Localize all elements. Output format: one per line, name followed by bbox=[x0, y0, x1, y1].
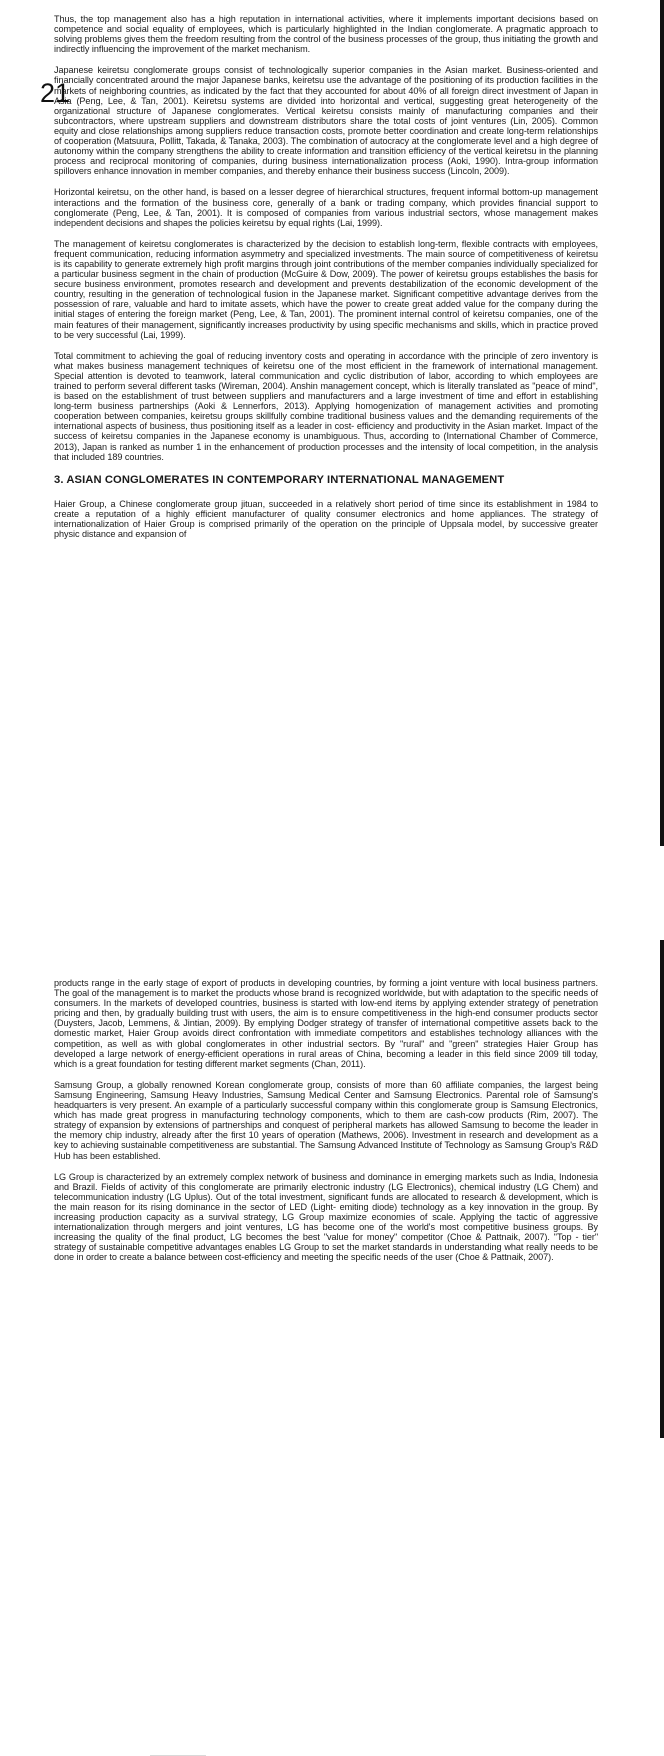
page-gap bbox=[0, 858, 664, 960]
scan-edge-bottom bbox=[660, 940, 664, 1438]
paragraph-keiretsu-management: The management of keiretsu conglomerates is characterized by the decision to establish long-term, flexible contracts with employees, frequent communication, reducing information asymmetry and specialized investments. The main source of competitiveness of keiretsu is its capability to generate extremely high profit margins through joint contributions of the member companies individually specialized for a particular business segment in the chain of production (McGuire & Dow, 2009). The power of keiretsu groups establishes the basis for secure business environment, promotes research and development and prevents destabilization of the economic development of the country, resulting in the generation of technological fusion in the Japanese market. Significant competitive advantage derives from the possession of rare, valuable and hard to imitate assets, which have the power to create great added value for the company during the initial stages of entering the foreign market (Peng, Lee, & Tan, 2001). The prominent internal control of keiretsu companies, one of the main features of their management, significantly increases productivity by using specific mechanisms and skills, which in practice proved to be very successful (Lai, 1999). bbox=[54, 238, 598, 340]
paragraph-management-reputation: Thus, the top management also has a high reputation in international activities, where it implements important decisions based on competence and social equality of employees, which is particularly highlighted in the Indian conglomerate. A pragmatic approach to solving problems gives them the freedom resulting from the control of the business processes of the group, thus initiating the growth and indirectly influencing the improvement of the market mechanism. bbox=[54, 14, 598, 55]
paragraph-zero-inventory: Total commitment to achieving the goal of reducing inventory costs and operating in accordance with the principle of zero inventory is what makes business management techniques of keiretsu one of the most efficient in the framework of international management. Special attention is devoted to teamwork, lateral communication and cyclic distribution of labor, according to which employees are trained to perform several different tasks (Wireman, 2004). Anshin management concept, which is literally translated as "peace of mind", is based on the establishment of trust between suppliers and manufacturers and a large investment of time and effort in establishing long-term business partnerships (Aoki & Lennerfors, 2013). Applying homogenization of management activities and promoting cooperation between companies, keiretsu groups skillfully combine traditional business values and the demanding requirements of the international aspects of business, thus positioning itself as a leader in cost- efficiency and productivity in the Asian market. Impact of the success of keiretsu companies in the Japanese economy is unambiguous. Thus, according to (International Chamber of Commerce, 2013), Japan is ranked as number 1 in the enhancement of production processes and the intensity of local competition, in the analysis that included 189 countries. bbox=[54, 350, 598, 462]
document-page-bottom bbox=[0, 960, 664, 1438]
paragraph-lg: LG Group is characterized by an extremely complex network of business and dominance in emerging markets such as India, Indonesia and Brazil. Fields of activity of this conglomerate are primarily electronic industry (LG Electronics), chemical industry (LG Chem) and telecommunication industry (LG Uplus). Out of the total investment, significant funds are allocated to research & development, which is the main reason for its rising dominance in the sector of LED (Light- emiting diode) technology as a key innovation in the group. By increasing production capacity as a survival strategy, LG Group maximize economies of scale. Applying the tactic of aggressive internationalization through mergers and joint ventures, LG has become one of the world's most competitive business groups. By increasing the quality of the final product, LG becomes the best "value for money" competitor (Choe & Pattnaik, 2007). "Top - tier" strategy of sustainable competitive advantages enables LG Group to set the market standards in understanding what really needs to be done in order to create a balance between cost-efficiency and meeting the specific needs of the user (Choe & Pattnaik, 2007). bbox=[54, 1171, 598, 1263]
paragraph-japanese-keiretsu: Japanese keiretsu conglomerate groups consist of technologically superior companies in the Asian market. Business-oriented and financially concentrated around the major Japanese banks, keiretsu use the advantage of the positioning of its production facilities in the markets of neighboring countries, as indicated by the fact that they accounted for about 40% of all foreign direct investment of Japan in Asia (Peng, Lee, & Tan, 2001). Keiretsu systems are divided into horizontal and vertical, suggesting great heterogeneity of the organizational structure of Japanese conglomerates. Vertical keiretsu consists mainly of manufacturing companies and their subcontractors, where upstream suppliers and downstream distributors share the total costs of joint ventures (Lin, 2005). Common equity and close relationships among suppliers reduce transaction costs, promote better coordination and create long-term relationships of cooperation (Matsuura, Pollitt, Takada, & Tanaka, 2003). The combination of autocracy at the conglomerate level and a high degree of autonomy within the company strengthens the ability to create information and transition efficiency of the vertical keiretsu in the planning process and reciprocal monitoring of companies, during business internationalization process (Aoki, 1990). Intra-group information spillovers enhance innovation in member companies, and thereby enhance their business success (Lincoln, 2009). bbox=[54, 65, 598, 177]
section-heading: 3. ASIAN CONGLOMERATES IN CONTEMPORARY INTERNATIONAL MANAGEMENT bbox=[54, 473, 505, 486]
text-column-bottom bbox=[54, 978, 598, 1273]
text-column-top bbox=[54, 14, 598, 550]
page-number: 21 bbox=[40, 78, 71, 108]
paragraph-horizontal-keiretsu: Horizontal keiretsu, on the other hand, is based on a lesser degree of hierarchical structures, frequent informal bottom-up management interactions and the formation of the business core, generally of a bank or trading company, which provides financial support to conglomerate (Peng, Lee, & Tan, 2001). It is composed of companies from various industrial sectors, whose management makes independent decisions and shapes the policies keiretsu by equal rights (Lai, 1999). bbox=[54, 187, 598, 228]
paragraph-samsung: Samsung Group, a globally renowned Korean conglomerate group, consists of more than 60 affiliate companies, the largest being Samsung Engineering, Samsung Heavy Industries, Samsung Medical Center and Samsung Electronics. Parental role of Samsung's headquarters is very present. An example of a particularly successful company within this conglomerate group is Samsung Electronics, which has made great progress in manufacturing technology components, which to them are cash-cow products (Rim, 2007). The strategy of expansion by extensions of partnerships and conquest of peripheral markets has allowed Samsung to become the leader in the memory chip industry, already after the first 10 years of operation (Mathews, 2006). Investment in research and development as a key to achieving sustainable competitiveness are substantial. The Samsung Advanced Institute of Technology as Samsung Group's R&D Hub has been established. bbox=[54, 1079, 598, 1161]
paragraph-haier-strategy: products range in the early stage of export of products in developing countries, by forming a joint venture with local business partners. The goal of the management is to market the products whose brand is recognized worldwide, but with adaptation to the specific needs of consumers. In the markets of developed countries, business is started with low-end items by applying extender strategy of penetration pricing and then, by gradually building trust with users, the aim is to ensure competitiveness in the high-end consumer products sector (Duysters, Jacob, Lemmens, & Jintian, 2009). By emplying Dodger strategy of transfer of international competitive assets back to the domestic market, Haier Group avoids direct confrontation with immediate competitors and establishes technology alliances with the competition, as well as with global conglomerates in other industrial sectors. By "rural" and "green" strategies Haier Group has developed a large network of energy-efficient operations in rural areas of China, becoming a leader in this field since 2009 till today, which is a great foundation for testing different market segments (Chan, 2011). bbox=[54, 978, 598, 1069]
paragraph-haier-intro: Haier Group, a Chinese conglomerate group jituan, succeeded in a relatively short period of time since its establishment in 1984 to create a reputation of a highly efficient manufacturer of quality consumer electronics and home appliances. The strategy of internationalization of Haier Group is comprised primarily of the operation on the principle of Uppsala model, by successive greater physic distance and expansion of bbox=[54, 498, 598, 540]
scan-edge-top bbox=[660, 0, 664, 846]
document-page-top bbox=[0, 0, 664, 858]
